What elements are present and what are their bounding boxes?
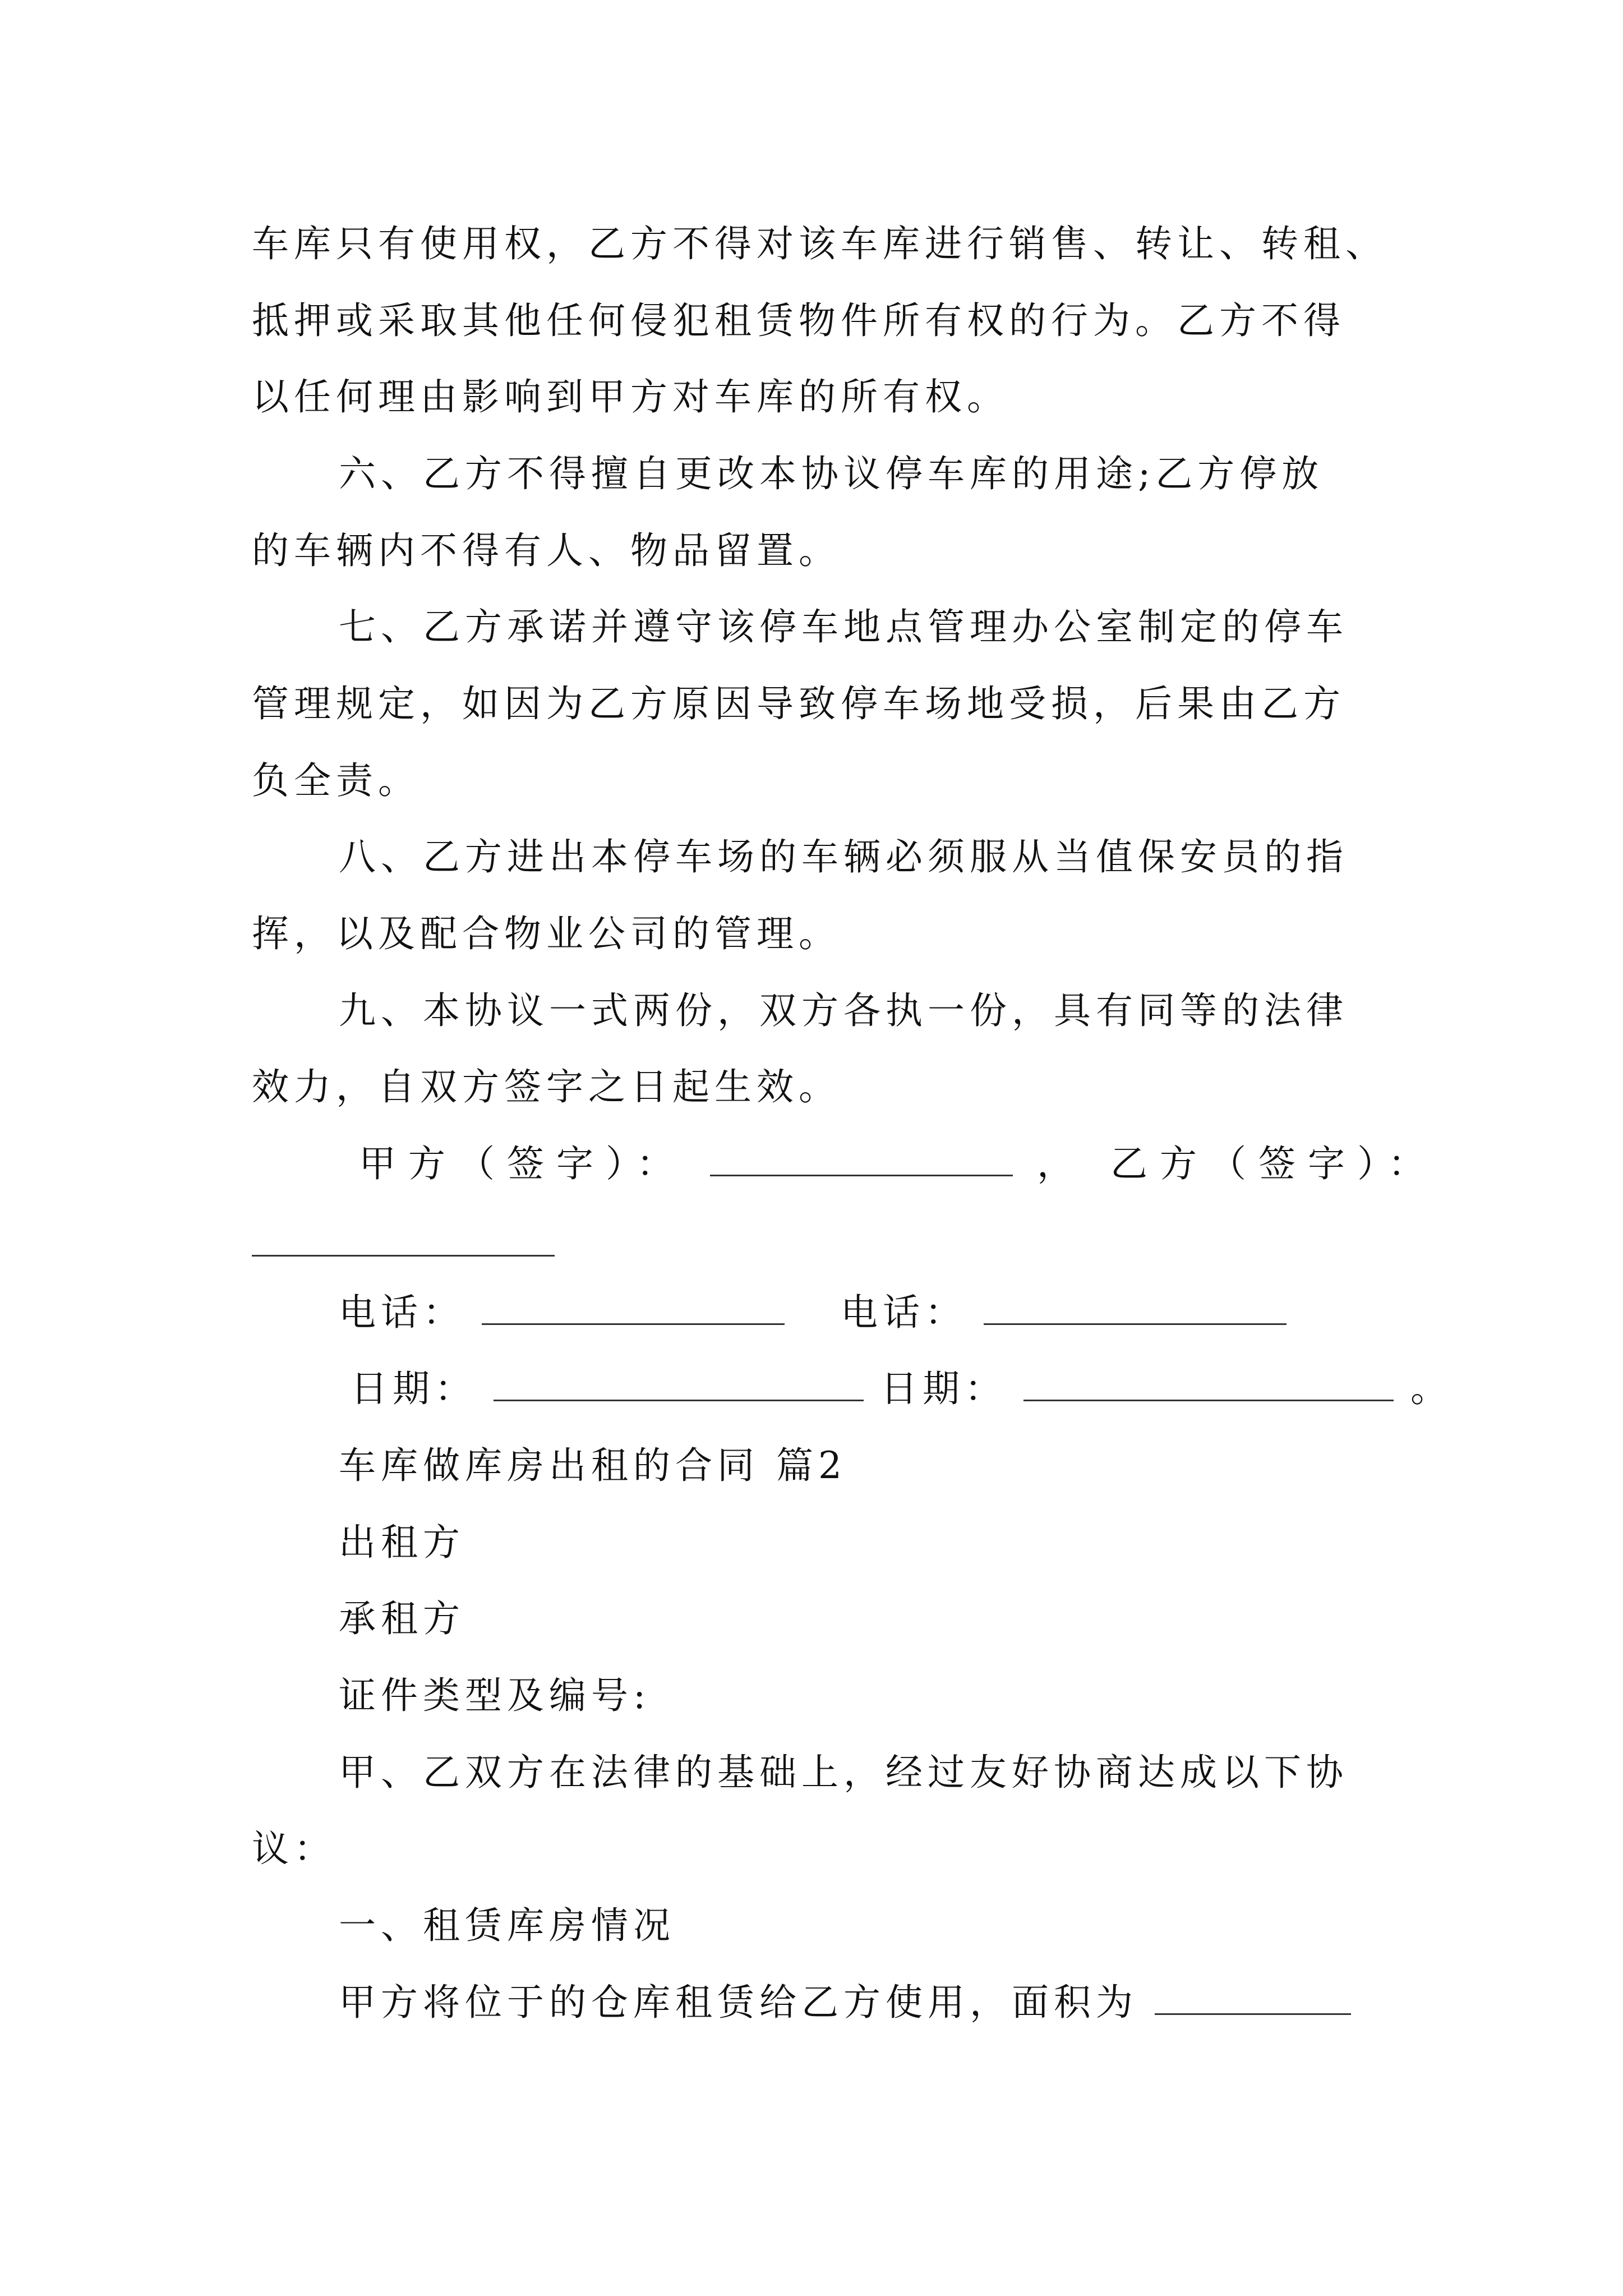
clause-1-text: 甲方将位于的仓库租赁给乙方使用，面积为 bbox=[339, 1981, 1138, 2024]
signature-line bbox=[359, 1142, 1437, 1186]
party-b-phone-blank bbox=[984, 1292, 1287, 1325]
clause-7-line-1: 七、乙方承诺并遵守该停车地点管理办公室制定的停车 bbox=[339, 605, 1348, 648]
signature-separator: ， bbox=[1036, 1142, 1086, 1185]
party-a-signature-blank bbox=[710, 1143, 1013, 1176]
clause-9-line-2: 效力，自双方签字之日起生效。 bbox=[252, 1065, 841, 1108]
party-b-phone-label: 电话： bbox=[840, 1291, 967, 1334]
clause-7-line-2: 管理规定，如因为乙方原因导致停车场地受损，后果由乙方 bbox=[252, 682, 1345, 725]
date-line-end: 。 bbox=[1410, 1367, 1453, 1410]
lessor-label: 出租方 bbox=[339, 1521, 465, 1564]
clause-1-title: 一、租赁库房情况 bbox=[339, 1904, 675, 1947]
text-line-3: 以任何理由影响到甲方对车库的所有权。 bbox=[252, 375, 1009, 418]
intro-line-2: 议： bbox=[252, 1827, 336, 1870]
intro-line-1: 甲、乙双方在法律的基础上，经过友好协商达成以下协 bbox=[339, 1751, 1348, 1794]
party-b-signature-blank bbox=[252, 1214, 555, 1257]
section-2-title: 车库做库房出租的合同 篇2 bbox=[339, 1444, 847, 1487]
clause-1-text-line bbox=[339, 1980, 1351, 2025]
lessee-label: 承租方 bbox=[339, 1597, 465, 1640]
clause-6-line-1: 六、乙方不得擅自更改本协议停车库的用途;乙方停放 bbox=[339, 452, 1324, 495]
party-a-date-label: 日期： bbox=[351, 1367, 477, 1410]
id-type-label: 证件类型及编号: bbox=[339, 1674, 651, 1717]
party-b-signature-blank-line bbox=[252, 1214, 555, 1267]
party-b-signature-label: 乙方（签字）： bbox=[1110, 1142, 1437, 1185]
clause-7-line-3: 负全责。 bbox=[252, 759, 420, 802]
text-line-1: 车库只有使用权，乙方不得对该车库进行销售、转让、转租、 bbox=[252, 222, 1387, 265]
phone-line bbox=[339, 1290, 1287, 1335]
clause-8-line-1: 八、乙方进出本停车场的车辆必须服从当值保安员的指 bbox=[339, 835, 1348, 878]
clause-9-line-1: 九、本协议一式两份，双方各执一份，具有同等的法律 bbox=[339, 989, 1348, 1032]
party-b-date-label: 日期： bbox=[880, 1367, 1007, 1410]
party-a-phone-label: 电话： bbox=[339, 1291, 465, 1334]
date-line bbox=[351, 1366, 1453, 1411]
party-b-date-blank bbox=[1023, 1368, 1394, 1401]
clause-6-line-2: 的车辆内不得有人、物品留置。 bbox=[252, 529, 841, 572]
party-a-signature-label: 甲方（签字）： bbox=[359, 1142, 686, 1185]
text-line-2: 抵押或采取其他任何侵犯租赁物件所有权的行为。乙方不得 bbox=[252, 299, 1345, 342]
area-blank bbox=[1155, 1982, 1351, 2015]
clause-8-line-2: 挥，以及配合物业公司的管理。 bbox=[252, 912, 841, 955]
party-a-phone-blank bbox=[482, 1292, 785, 1325]
party-a-date-blank bbox=[494, 1368, 864, 1401]
